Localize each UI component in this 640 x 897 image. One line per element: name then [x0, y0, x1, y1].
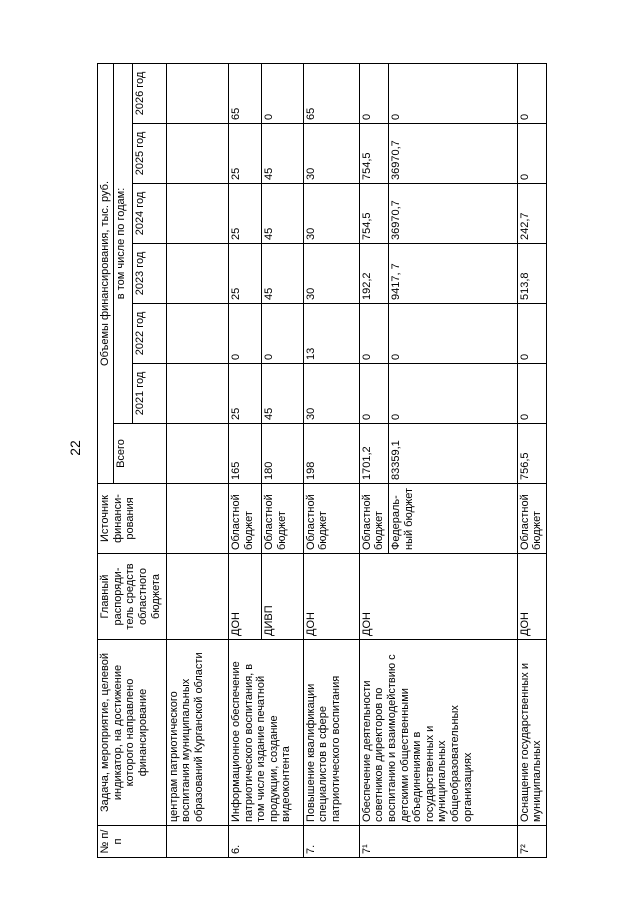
- cell-value: 0: [262, 304, 304, 364]
- cell-value: 65: [303, 63, 359, 123]
- cell-value: 0: [517, 304, 546, 364]
- cell-num: 7²: [517, 826, 546, 858]
- cell-value: 45: [262, 244, 304, 304]
- cell-value: 192,2: [359, 244, 388, 304]
- cell-value: [166, 184, 228, 244]
- cell-total: 1701,2: [359, 424, 388, 484]
- cell-task: Обеспечение деятельности советников директоров по воспитанию и взаимодействию с детскими общественными объединениями в государственных и муниципальных общеобразовательных организациях: [359, 640, 517, 826]
- cell-total: [166, 424, 228, 484]
- cell-source: Областной бюджет: [228, 484, 261, 554]
- cell-task: Повышение квалификации специалистов в сфере патриотического воспитания: [303, 640, 359, 826]
- header-source: Источник финанси-рования: [98, 484, 167, 554]
- cell-total: 198: [303, 424, 359, 484]
- cell-source: Областной бюджет: [359, 484, 388, 554]
- header-task: Задача, мероприятие, целевой индикатор, на достижение которого направлено финансирование: [98, 640, 167, 826]
- cell-num: 6.: [228, 826, 303, 858]
- cell-value: 30: [303, 124, 359, 184]
- cell-manager: ДОН: [228, 554, 261, 640]
- cell-value: [166, 364, 228, 424]
- table-row: [228, 63, 261, 857]
- table-row: [517, 63, 546, 857]
- cell-manager: ДОН: [517, 554, 546, 640]
- cell-value: 0: [262, 63, 304, 123]
- cell-num: 7¹: [359, 826, 517, 858]
- cell-value: 30: [303, 184, 359, 244]
- rotated-table-container: [97, 64, 547, 858]
- cell-value: 0: [517, 63, 546, 123]
- cell-total: 83359,1: [388, 424, 517, 484]
- financing-table: [97, 63, 547, 858]
- cell-value: 45: [262, 124, 304, 184]
- header-year: 2026 год: [133, 63, 166, 123]
- cell-value: 0: [359, 364, 388, 424]
- cell-value: [166, 63, 228, 123]
- header-year: 2023 год: [133, 244, 166, 304]
- cell-value: 0: [388, 364, 517, 424]
- cell-value: 30: [303, 244, 359, 304]
- header-volumes: Объемы финансирования, тыс. руб.: [98, 63, 114, 483]
- cell-value: 45: [262, 364, 304, 424]
- cell-value: 13: [303, 304, 359, 364]
- table-row: [359, 63, 388, 857]
- cell-total: 756,5: [517, 424, 546, 484]
- cell-total: 180: [262, 424, 304, 484]
- header-by-years: в том числе по годам:: [114, 63, 133, 423]
- cell-value: 30: [303, 364, 359, 424]
- cell-value: 25: [228, 244, 261, 304]
- cell-source: Федераль-ный бюджет: [388, 484, 517, 554]
- cell-source: Областной бюджет: [517, 484, 546, 554]
- cell-value: 25: [228, 124, 261, 184]
- table-row: [166, 63, 228, 857]
- cell-value: 0: [228, 304, 261, 364]
- cell-value: 45: [262, 184, 304, 244]
- cell-value: [166, 244, 228, 304]
- cell-value: [166, 304, 228, 364]
- cell-value: 0: [359, 63, 388, 123]
- cell-num: [166, 826, 228, 858]
- cell-total: 165: [228, 424, 261, 484]
- cell-value: 754,5: [359, 124, 388, 184]
- cell-task: Информационное обеспечение патриотического воспитания, в том числе издание печатной продукции, создание видеоконтента: [228, 640, 303, 826]
- cell-value: 0: [388, 63, 517, 123]
- cell-source: Областной бюджет: [262, 484, 304, 554]
- page-number: 22: [67, 440, 83, 456]
- cell-value: 513,8: [517, 244, 546, 304]
- cell-value: [166, 124, 228, 184]
- cell-value: 25: [228, 184, 261, 244]
- cell-value: 36970,7: [388, 124, 517, 184]
- cell-value: 0: [517, 364, 546, 424]
- cell-source: Областной бюджет: [303, 484, 359, 554]
- cell-manager: ДОН: [303, 554, 359, 640]
- header-year: 2021 год: [133, 364, 166, 424]
- cell-manager: ДИВП: [262, 554, 304, 640]
- cell-value: 65: [228, 63, 261, 123]
- cell-num: 7.: [303, 826, 359, 858]
- cell-value: 9417, 7: [388, 244, 517, 304]
- header-num: № п/п: [98, 826, 167, 858]
- cell-value: 25: [228, 364, 261, 424]
- header-manager: Главный распоряди-тель средств областного бюджета: [98, 554, 167, 640]
- cell-task: Оснащение государственных и муниципальных: [517, 640, 546, 826]
- header-year: 2024 год: [133, 184, 166, 244]
- cell-task: центрам патриотического воспитания муниципальных образований Курганской области: [166, 640, 228, 826]
- cell-value: 0: [517, 124, 546, 184]
- cell-value: 36970,7: [388, 184, 517, 244]
- cell-value: 0: [388, 304, 517, 364]
- cell-manager: [166, 554, 228, 640]
- cell-value: 0: [359, 304, 388, 364]
- header-total: Всего: [114, 424, 166, 484]
- cell-manager: ДОН: [359, 554, 517, 640]
- header-year: 2025 год: [133, 124, 166, 184]
- table-row: [303, 63, 359, 857]
- cell-value: 754,5: [359, 184, 388, 244]
- cell-value: 242,7: [517, 184, 546, 244]
- cell-source: [166, 484, 228, 554]
- header-year: 2022 год: [133, 304, 166, 364]
